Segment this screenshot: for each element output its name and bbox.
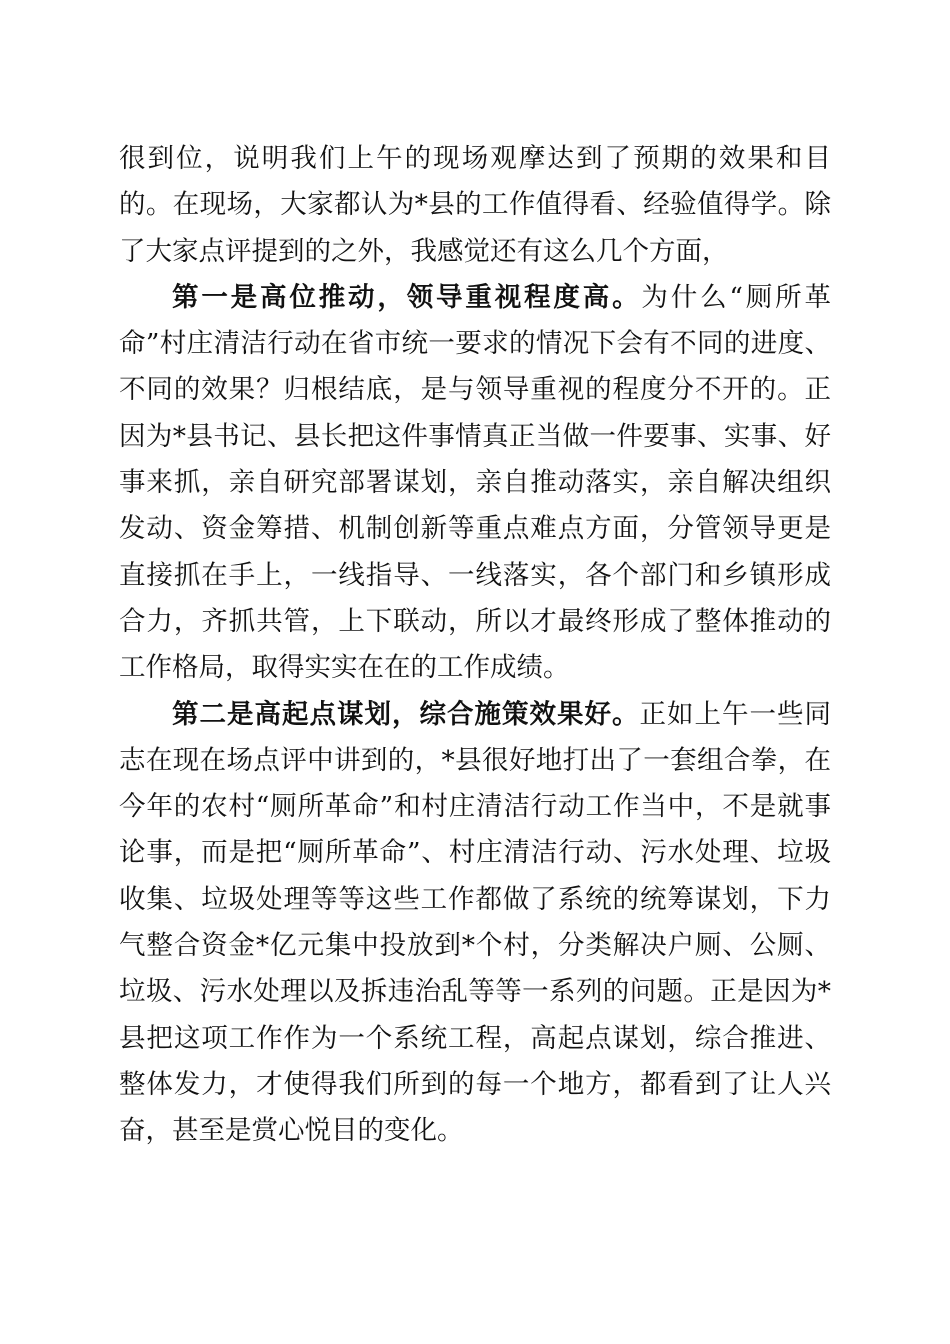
paragraph-lead: 第一是高位推动，领导重视程度高。 — [172, 281, 642, 313]
paragraph-text: 正如上午一些同志在现在场点评中讲到的，*县很好地打出了一套组合拳，在今年的农村“厕所革命”和村庄清洁行动工作当中，不是就事论事，而是把“厕所革命”、村庄清洁行动、污水处理、垃圾收集、垃圾处理等等这些工作都做了系统的统筹谋划，下力气整合资金*亿元集中投放到*个村，分类解决户厕、公厕、垃圾、污水处理以及拆违治乱等等一系列的问题。正是因为*县把这项工作作为一个系统工程，高起点谋划，综合推进、整体发力，才使得我们所到的每一个地方，都看到了让人兴奋，甚至是赏心悦目的变化。 — [119, 698, 831, 1147]
paragraph-continuation — [119, 136, 831, 275]
paragraph-lead: 第二是高起点谋划，综合施策效果好。 — [172, 698, 640, 730]
paragraph-point-two — [119, 692, 831, 1155]
paragraph-text: 为什么“厕所革命”村庄清洁行动在省市统一要求的情况下会有不同的进度、不同的效果？归根结底，是与领导重视的程度分不开的。正因为*县书记、县长把这件事情真正当做一件要事、实事、好事来抓，亲自研究部署谋划，亲自推动落实，亲自解决组织发动、资金筹措、机制创新等重点难点方面，分管领导更是直接抓在手上，一线指导、一线落实，各个部门和乡镇形成合力，齐抓共管，上下联动，所以才最终形成了整体推动的工作格局，取得实实在在的工作成绩。 — [119, 281, 831, 684]
document-body — [119, 136, 831, 1155]
paragraph-point-one — [119, 275, 831, 692]
paragraph-text: 很到位，说明我们上午的现场观摩达到了预期的效果和目的。在现场，大家都认为*县的工作值得看、经验值得学。除了大家点评提到的之外，我感觉还有这么几个方面， — [119, 143, 831, 267]
